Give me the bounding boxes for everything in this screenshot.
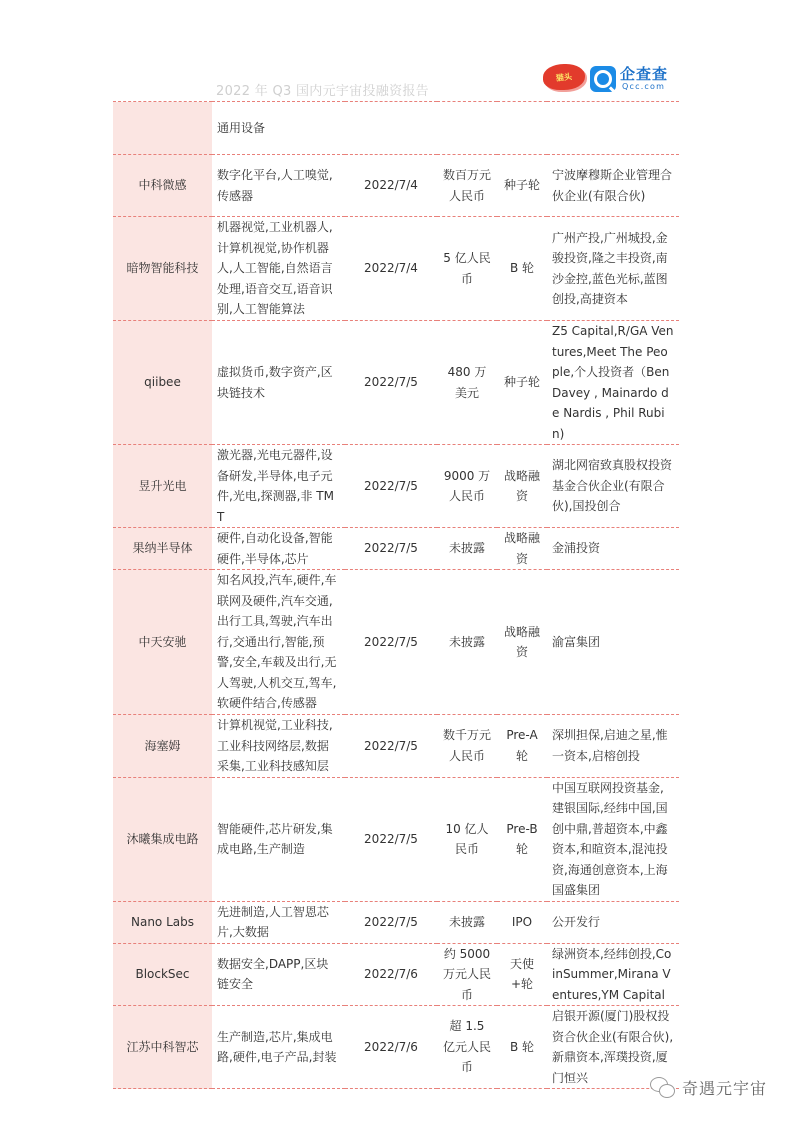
tags-cell: 虚拟货币,数字资产,区块链技术 <box>212 321 345 445</box>
date-cell: 2022/7/4 <box>345 217 437 321</box>
amount-cell: 5 亿人民币 <box>437 217 497 321</box>
round-cell: 种子轮 <box>497 321 547 445</box>
qcc-logo-domain: Qcc.com <box>622 82 666 91</box>
tags-cell: 知名风投,汽车,硬件,车联网及硬件,汽车交通,出行工具,驾驶,汽车出行,交通出行,智能,预警,安全,车载及出行,无人驾驶,人机交互,驾车,软硬件结合,传感器 <box>212 570 345 715</box>
amount-cell: 约 5000 万元人民币 <box>437 943 497 1006</box>
round-cell <box>497 102 547 155</box>
company-cell: qiibee <box>113 321 212 445</box>
round-cell: IPO <box>497 901 547 943</box>
round-cell: 战略融资 <box>497 445 547 528</box>
tags-cell: 计算机视觉,工业科技,工业科技网络层,数据采集,工业科技感知层 <box>212 715 345 778</box>
table-row <box>113 102 679 155</box>
date-cell: 2022/7/5 <box>345 445 437 528</box>
table-row <box>113 528 679 570</box>
report-title: 2022 年 Q3 国内元宇宙投融资报告 <box>216 84 429 99</box>
wechat-icon <box>650 1077 676 1099</box>
table-row <box>113 321 679 445</box>
investors-cell: 宁波摩穆斯企业管理合伙企业(有限合伙) <box>547 155 679 217</box>
investors-cell: 渝富集团 <box>547 570 679 715</box>
maohang-logo <box>543 64 585 90</box>
investors-cell <box>547 102 679 155</box>
investors-cell: 广州产投,广州城投,金骏投资,隆之丰投资,南沙金控,蓝色光标,蓝图创投,高捷资本 <box>547 217 679 321</box>
company-cell: 中科微感 <box>113 155 212 217</box>
amount-cell: 超 1.5 亿元人民币 <box>437 1006 497 1089</box>
round-cell: B 轮 <box>497 1006 547 1089</box>
investors-cell: 湖北网宿致真股权投资基金合伙企业(有限合伙),国投创合 <box>547 445 679 528</box>
tags-cell: 机器视觉,工业机器人,计算机视觉,协作机器人,人工智能,自然语言处理,语音交互,语音识别,人工智能算法 <box>212 217 345 321</box>
amount-cell: 未披露 <box>437 901 497 943</box>
table-row <box>113 217 679 321</box>
table-row <box>113 901 679 943</box>
round-cell: Pre-A 轮 <box>497 715 547 778</box>
company-cell: 中天安驰 <box>113 570 212 715</box>
tags-cell: 硬件,自动化设备,智能硬件,半导体,芯片 <box>212 528 345 570</box>
date-cell: 2022/7/5 <box>345 570 437 715</box>
tags-cell: 数字化平台,人工嗅觉,传感器 <box>212 155 345 217</box>
company-cell: Nano Labs <box>113 901 212 943</box>
date-cell: 2022/7/6 <box>345 1006 437 1089</box>
amount-cell: 未披露 <box>437 570 497 715</box>
amount-cell <box>437 102 497 155</box>
investors-cell: 中国互联网投资基金,建银国际,经纬中国,国创中鼎,普超资本,中鑫资本,和暄资本,混沌投资,海通创意资本,上海国盛集团 <box>547 777 679 901</box>
investors-cell: 启银开源(厦门)股权投资合伙企业(有限合伙),新鼎资本,浑璞投资,厦门恒兴 <box>547 1006 679 1089</box>
company-cell <box>113 102 212 155</box>
company-cell: 暗物智能科技 <box>113 217 212 321</box>
amount-cell: 未披露 <box>437 528 497 570</box>
tags-cell: 先进制造,人工智恩芯片,大数据 <box>212 901 345 943</box>
round-cell: 战略融资 <box>497 570 547 715</box>
tags-cell: 激光器,光电元器件,设备研发,半导体,电子元件,光电,探测器,非 TMT <box>212 445 345 528</box>
qcc-logo-name: 企查查 <box>620 65 669 83</box>
round-cell: 种子轮 <box>497 155 547 217</box>
round-cell: Pre-B 轮 <box>497 777 547 901</box>
table-row <box>113 943 679 1006</box>
investors-cell: 公开发行 <box>547 901 679 943</box>
company-cell: BlockSec <box>113 943 212 1006</box>
date-cell <box>345 102 437 155</box>
round-cell: 战略融资 <box>497 528 547 570</box>
investors-cell: 深圳担保,启迪之星,惟一资本,启榕创投 <box>547 715 679 778</box>
investors-cell: 绿洲资本,经纬创投,CoinSummer,Mirana Ventures,YM Capital <box>547 943 679 1006</box>
wechat-watermark <box>650 1076 767 1099</box>
table-row <box>113 777 679 901</box>
date-cell: 2022/7/5 <box>345 528 437 570</box>
date-cell: 2022/7/5 <box>345 777 437 901</box>
table-row <box>113 445 679 528</box>
table-row <box>113 715 679 778</box>
watermark-text: 奇遇元宇宙 <box>681 1079 767 1098</box>
financing-table <box>113 101 679 1089</box>
tags-cell: 通用设备 <box>212 102 345 155</box>
company-cell: 海塞姆 <box>113 715 212 778</box>
amount-cell: 10 亿人民币 <box>437 777 497 901</box>
amount-cell: 480 万美元 <box>437 321 497 445</box>
company-cell: 昱升光电 <box>113 445 212 528</box>
investors-cell: Z5 Capital,R/GA Ventures,Meet The People,个人投资者（Ben Davey , Mainardo de Nardis , Phil Rubin) <box>547 321 679 445</box>
tags-cell: 生产制造,芯片,集成电路,硬件,电子产品,封装 <box>212 1006 345 1089</box>
amount-cell: 数千万元人民币 <box>437 715 497 778</box>
company-cell: 沐曦集成电路 <box>113 777 212 901</box>
table-row <box>113 570 679 715</box>
tags-cell: 智能硬件,芯片研发,集成电路,生产制造 <box>212 777 345 901</box>
date-cell: 2022/7/5 <box>345 715 437 778</box>
company-cell: 果纳半导体 <box>113 528 212 570</box>
investors-cell: 金浦投资 <box>547 528 679 570</box>
table-row <box>113 1006 679 1089</box>
date-cell: 2022/7/6 <box>345 943 437 1006</box>
company-cell: 江苏中科智芯 <box>113 1006 212 1089</box>
amount-cell: 数百万元人民币 <box>437 155 497 217</box>
date-cell: 2022/7/5 <box>345 321 437 445</box>
amount-cell: 9000 万人民币 <box>437 445 497 528</box>
tags-cell: 数据安全,DAPP,区块链安全 <box>212 943 345 1006</box>
round-cell: B 轮 <box>497 217 547 321</box>
round-cell: 天使+轮 <box>497 943 547 1006</box>
date-cell: 2022/7/4 <box>345 155 437 217</box>
table-row <box>113 155 679 217</box>
maohang-logo-text: 猫头 <box>555 71 573 83</box>
date-cell: 2022/7/5 <box>345 901 437 943</box>
qcc-logo-icon <box>590 66 616 92</box>
